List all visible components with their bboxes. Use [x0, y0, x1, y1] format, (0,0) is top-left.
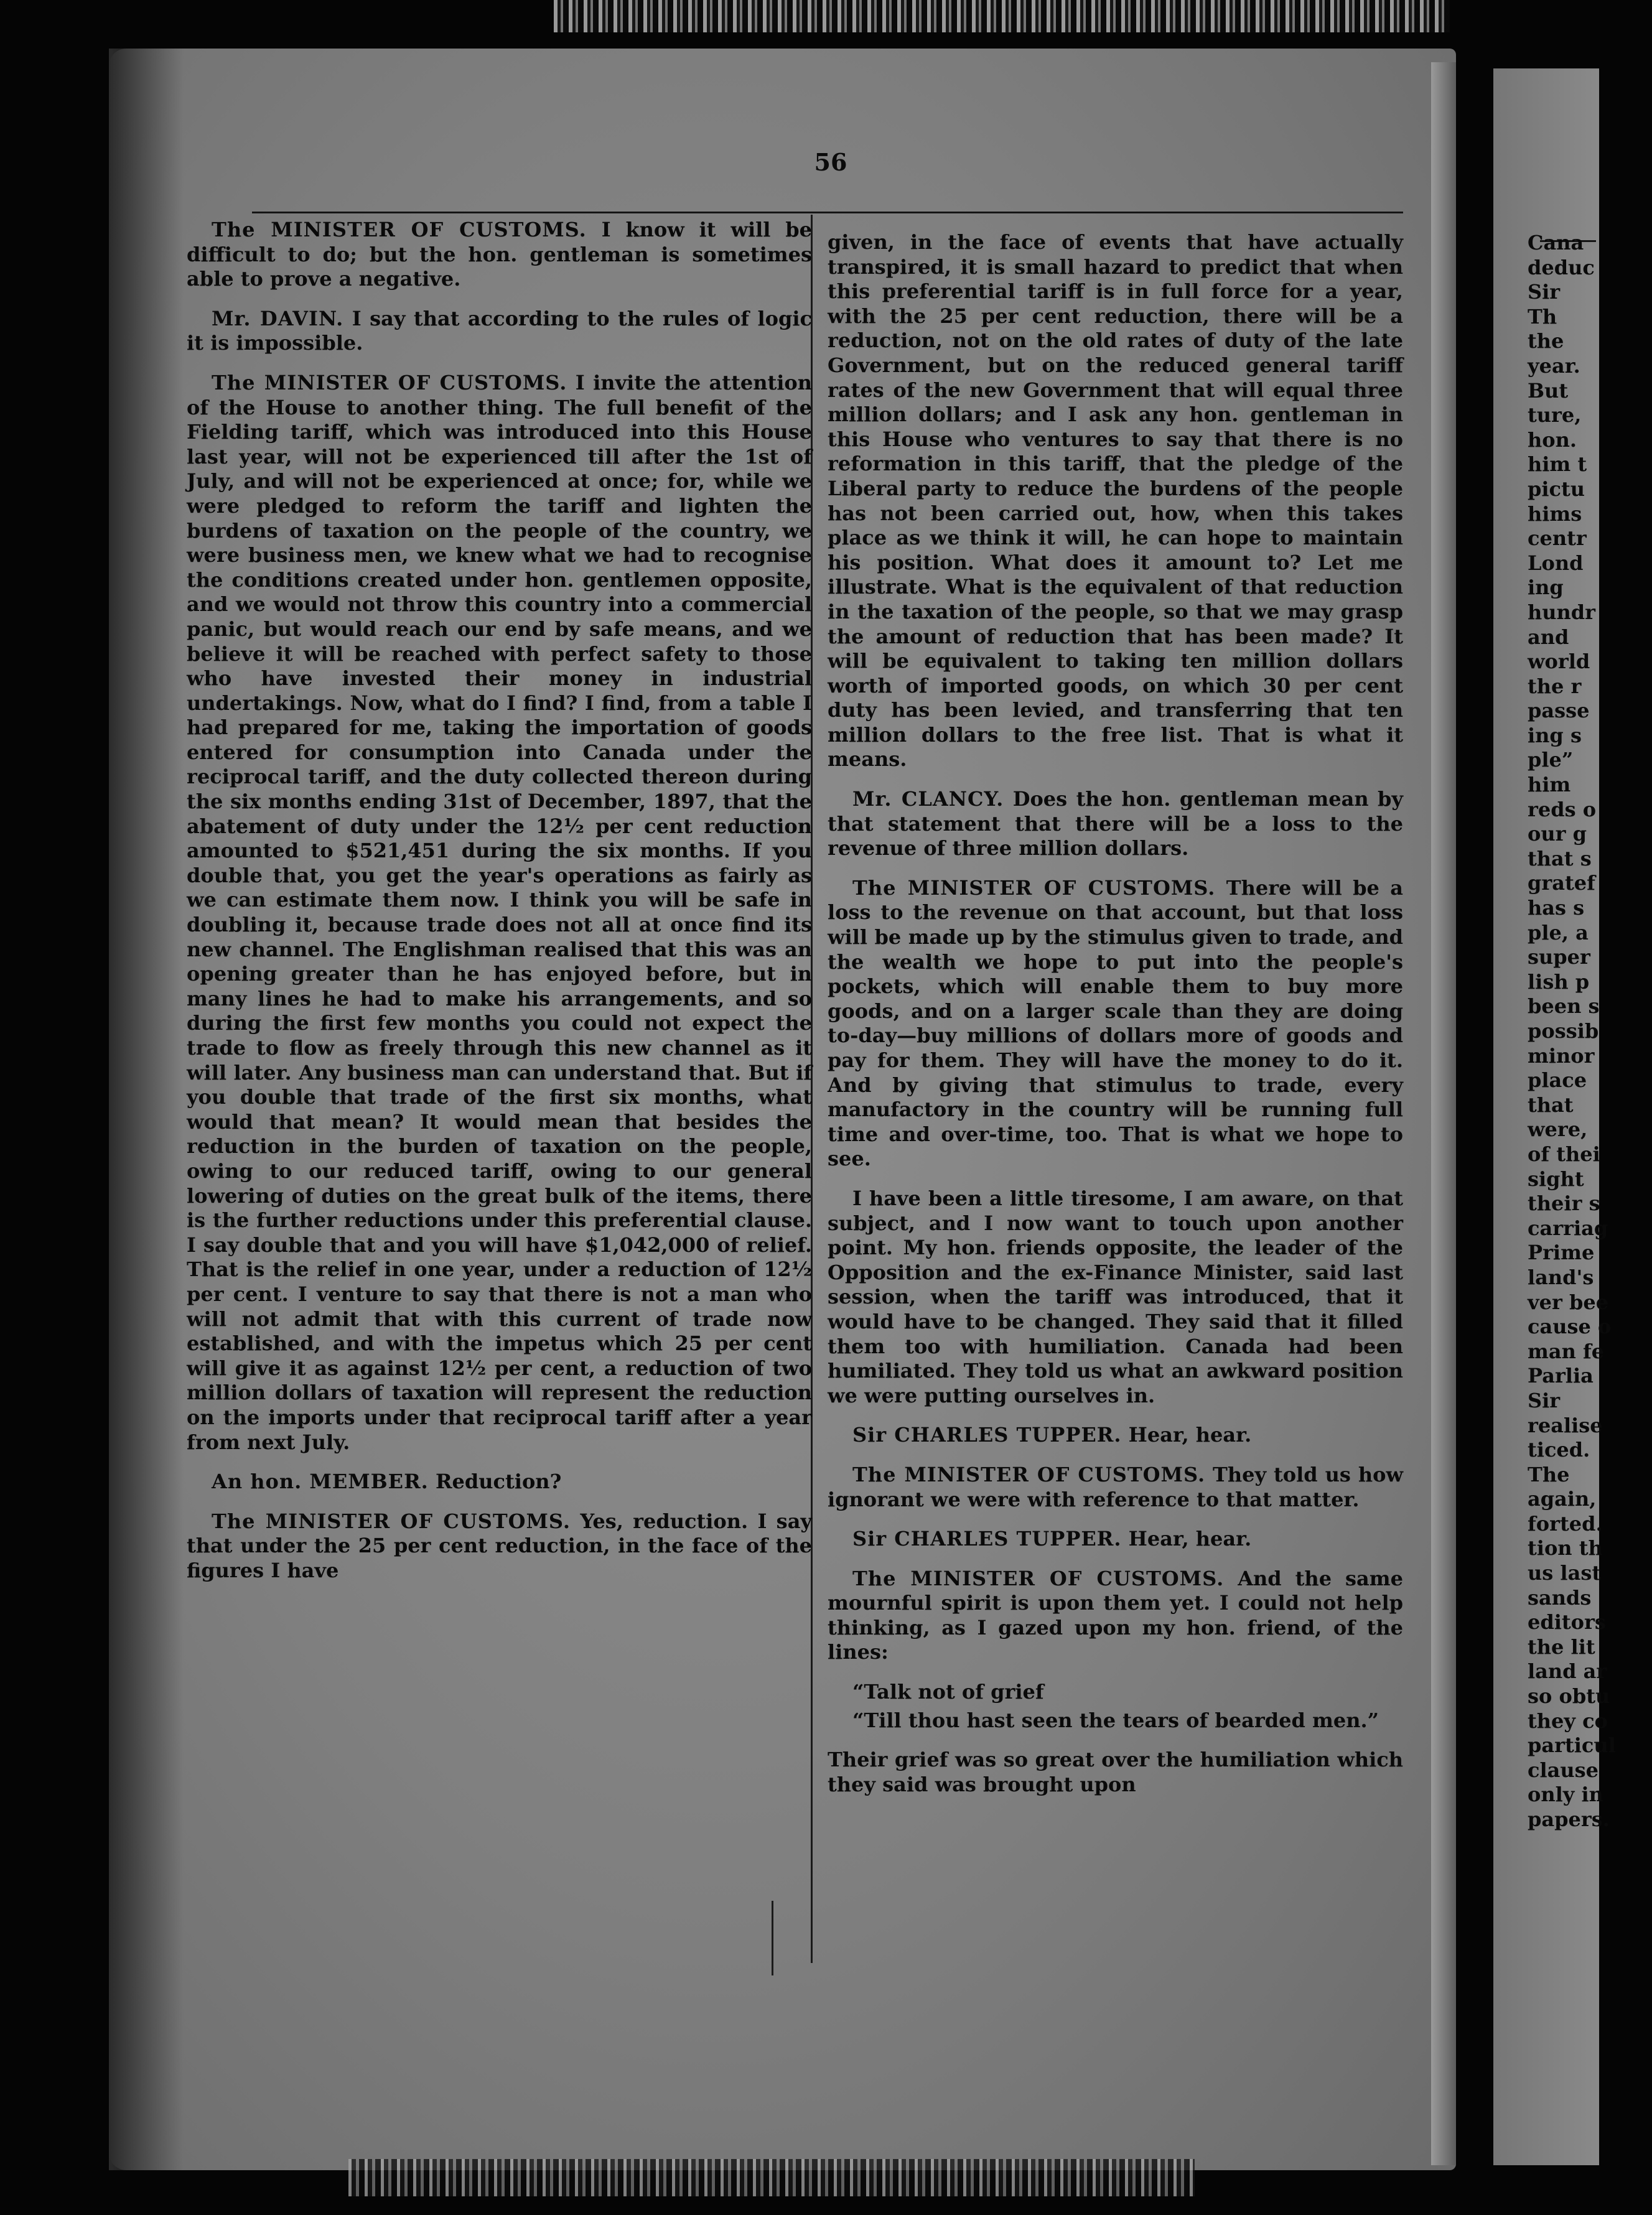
paragraph: [187, 218, 812, 292]
paragraph: [187, 1470, 812, 1495]
next-page-fragment: the: [1528, 329, 1564, 353]
next-page-fragment: passe: [1528, 699, 1590, 723]
quote-line: “Talk not of grief: [852, 1680, 1044, 1704]
next-page-fragment: realise: [1528, 1413, 1603, 1437]
next-page-fragment: cause o: [1528, 1315, 1612, 1339]
speech: Yes, reduction. I say that under the 25 per cent reduction, in the face of the figures I have: [187, 1509, 813, 1582]
next-page-fragment: the lit: [1528, 1634, 1595, 1659]
paragraph: [828, 1567, 1403, 1665]
next-page-fragment: of thei: [1528, 1142, 1600, 1166]
paragraph: [828, 1187, 1403, 1408]
bottom-ornament: [348, 2159, 1195, 2196]
speaker: The MINISTER OF CUSTOMS.: [212, 1509, 571, 1533]
next-page-fragment: Sir: [1528, 280, 1561, 304]
next-page-fragment: their s: [1528, 1191, 1600, 1216]
next-page-fragment: ing s: [1528, 723, 1582, 747]
next-page-fragment: tion th: [1528, 1536, 1603, 1560]
speaker: Mr. DAVIN.: [212, 306, 344, 330]
next-page-fragment: that s: [1528, 846, 1592, 870]
next-page-fragment: possib: [1528, 1019, 1599, 1043]
next-page-fragment: hon.: [1528, 427, 1577, 452]
paragraph: [828, 1423, 1403, 1448]
next-page-fragment: Lond: [1528, 551, 1584, 575]
next-page-fragment: Prime: [1528, 1241, 1595, 1265]
speech: Hear, hear.: [1128, 1527, 1252, 1551]
next-page-fragment: But: [1528, 378, 1569, 403]
next-page-fragment: ture,: [1528, 403, 1582, 427]
next-page-fragment: deduc: [1528, 255, 1595, 279]
next-page-fragment: minor: [1528, 1043, 1595, 1068]
speech: I have been a little tiresome, I am aware, on that subject, and I now want to touch upon another point. My hon. friends opposite, the leader of the Opposition and the ex-Finance Minister, said last session, when the tariff was introduced, that it would have to be changed. They said that it filled them too with humiliation. Canada had been humiliated. They told us what an awkward position we were putting ourselves in.: [828, 1186, 1403, 1407]
speech: Hear, hear.: [1128, 1423, 1252, 1447]
next-page-fragment: gratef: [1528, 871, 1595, 895]
next-page-fragment: him t: [1528, 452, 1587, 477]
speaker: The MINISTER OF CUSTOMS.: [212, 370, 567, 394]
next-page-fragment: us last: [1528, 1561, 1602, 1585]
speaker: The MINISTER OF CUSTOMS.: [852, 1462, 1206, 1486]
speech: They told us how ignorant we were with reference to that matter.: [828, 1462, 1404, 1511]
header-rule: [252, 212, 1403, 213]
next-page-fragment: ple”: [1528, 748, 1574, 772]
next-page-fragment: hims: [1528, 501, 1582, 526]
right-column: [828, 230, 1403, 1812]
next-page-fragment: so obtu: [1528, 1684, 1610, 1709]
next-page-fragment: him: [1528, 773, 1571, 797]
top-ornament: [554, 0, 1450, 32]
next-page-fragment: carriag: [1528, 1216, 1608, 1240]
paragraph: [828, 1527, 1403, 1552]
next-page-fragment: reds o: [1528, 797, 1597, 821]
speaker: An hon. MEMBER.: [212, 1470, 429, 1494]
next-page-fragment: has s: [1528, 896, 1585, 920]
next-page-fragment: the r: [1528, 674, 1582, 698]
next-page-fragment: Cana: [1528, 231, 1584, 254]
left-column: [187, 218, 812, 1598]
next-page-fragment: clause: [1528, 1758, 1599, 1782]
next-page-fragment: sight: [1528, 1167, 1584, 1191]
next-page-fragment: forted.: [1528, 1511, 1603, 1536]
quote-line: “Till thou hast seen the tears of bearded men.”: [852, 1708, 1379, 1732]
paragraph: [828, 876, 1403, 1172]
speaker: Sir CHARLES TUPPER.: [852, 1423, 1122, 1447]
next-page-fragment: place: [1528, 1068, 1587, 1093]
paragraph: [828, 1748, 1403, 1797]
speaker: The MINISTER OF CUSTOMS.: [852, 875, 1216, 900]
next-page-fragment: Th: [1528, 304, 1557, 329]
next-page-fragment: year.: [1528, 353, 1580, 378]
next-page-fragment: were,: [1528, 1117, 1588, 1142]
speaker: The MINISTER OF CUSTOMS.: [212, 218, 587, 241]
page-number: 56: [814, 148, 847, 176]
speech: Does the hon. gentleman mean by that statement that there will be a loss to the revenue of three million dollars.: [828, 787, 1404, 860]
next-page-fragment: land's: [1528, 1265, 1594, 1289]
next-page-fragment: ticed.: [1528, 1438, 1590, 1462]
next-page-fragment: again,: [1528, 1487, 1597, 1511]
next-page-fragment: editors: [1528, 1610, 1606, 1634]
column-divider-lower: [772, 1901, 773, 1975]
speech: given, in the face of events that have actually transpired, it is small hazard to predict that when this preferential tariff is in full force for a year, with the 25 per cent reduction, there will be a reduction, not on the old rates of duty of the late Government, but on the reduced general tariff rates of the new Government that will equal three million dollars; and I ask any hon. gentleman in this House who ventures to say that there is no reformation in this tariff, that the pledge of the Liberal party to reduce the burdens of the people has not been carried out, how, when this takes place as we think it will, he can hope to maintain his position. What does it amount to? Let me illustrate. What is the equivalent of that reduction in the taxation of the people, so that we may grasp the amount of reduction that has been made? It will be equivalent to taking ten million dollars worth of imported goods, on which 30 per cent duty has been levied, and transferring that ten million dollars to the free list. That is what it means.: [828, 230, 1403, 772]
next-page-fragment: pictu: [1528, 477, 1585, 501]
next-page-fragment: sands: [1528, 1585, 1592, 1610]
paragraph: [828, 787, 1403, 861]
next-page-fragment: they co: [1528, 1709, 1608, 1733]
paragraph: [187, 1509, 812, 1583]
next-page-fragment: man fe: [1528, 1339, 1605, 1363]
next-page-fragment: Parlia: [1528, 1364, 1594, 1388]
speaker: Sir CHARLES TUPPER.: [852, 1527, 1122, 1551]
next-page-fragment: Sir: [1528, 1388, 1561, 1412]
next-page-fragment: world: [1528, 650, 1590, 674]
speech: Reduction?: [435, 1470, 562, 1494]
speech: There will be a loss to the revenue on that account, but that loss will be made up by the stimulus given to trade, and the wealth we hope to put into the people's pockets, which will enable them to buy more goods, and on a larger scale than they are doing to-day—buy millions of dollars more of goods and pay for them. They will have the money to do it. And by giving that stimulus to trade, every manufactory in the country will be running full time and over-time, too. That is what we hope to see.: [828, 875, 1404, 1171]
next-page-column: [1528, 230, 1652, 1832]
next-page-fragment: and: [1528, 625, 1569, 649]
next-page-fragment: that: [1528, 1093, 1574, 1117]
next-page-fragment: land ar: [1528, 1659, 1607, 1684]
next-page-fragment: our g: [1528, 822, 1587, 846]
next-page-fragment: super: [1528, 945, 1590, 969]
next-page-fragment: lish p: [1528, 969, 1590, 994]
speaker: Mr. CLANCY.: [852, 787, 1004, 811]
speech: I invite the attention of the House to another thing. The full benefit of the Fielding tariff, which was introduced into this House last year, will not be experienced till after the 1st of July, and will not be experienced at once; for, while we were pledged to reform the tariff and lighten the burdens of taxation on the people of the country, we were business men, we knew what we had to recognise the conditions created under hon. gentlemen opposite, and we would not throw this country into a commercial panic, but would reach our end by safe means, and we believe it will be reached with perfect safety to those who have invested their money in industrial undertakings. Now, what do I find? I find, from a table I had prepared for me, taking the importation of goods entered for consumption into Canada under the reciprocal tariff, and the duty collected thereon during the six months ending 31st of December, 1897, that the abatement of duty under the 12½ per cent reduction amounted to $521,451 during the six months. If you double that, you get the year's operations as fairly as we can estimate them now. I think you will be safe in doubling it, because trade does not all at once find its new channel. The Englishman realised that this was an opening greater than he has enjoyed before, but in many lines he had to make his arrangements, and so during the first few months you could not expect the trade to flow as freely through this new channel as it will later. Any business man can understand that. But if you double that trade of the first six months, what would that mean? It would mean that besides the reduction in the burden of taxation on the people, owing to our reduced tariff, owing to our general lowering of duties on the great bulk of the items, there is the further reductions under this preferential clause. I say double that and you will have $1,042,000 of relief. That is the relief in one year, under a reduction of 12½ per cent. I venture to say that there is not a man who will not admit that with this current of trade now established, and with the impetus which 25 per cent will give it as against 12½ per cent, a reduction of two million dollars of taxation will represent the reduction on the imports under that reciprocal tariff after a year from next July.: [187, 370, 813, 1454]
next-page-fragment: The: [1528, 1462, 1570, 1486]
paragraph: [187, 371, 812, 1455]
page-edge: [1431, 62, 1456, 2165]
next-page-fragment: only in: [1528, 1783, 1603, 1807]
next-page-fragment: papers.: [1528, 1807, 1610, 1831]
speech: I know it will be difficult to do; but the hon. gentleman is sometimes able to prove a negative.: [187, 218, 813, 291]
paragraph: [828, 1463, 1403, 1512]
speaker: The MINISTER OF CUSTOMS.: [852, 1566, 1225, 1590]
next-page-fragment: hundr: [1528, 600, 1596, 624]
paragraph: [828, 230, 1403, 772]
speech: I say that according to the rules of logic it is impossible.: [187, 306, 813, 355]
next-page-fragment: ing: [1528, 576, 1564, 600]
next-page-fragment: been s: [1528, 994, 1600, 1019]
next-page-fragment: ver bee: [1528, 1290, 1609, 1314]
next-page-fragment: particul: [1528, 1733, 1616, 1758]
speech: Their grief was so great over the humiliation which they said was brought upon: [828, 1748, 1403, 1796]
next-page-fragment: centr: [1528, 526, 1587, 551]
next-page-fragment: ple, a: [1528, 920, 1589, 944]
speech: And the same mournful spirit is upon them yet. I could not help thinking, as I gazed upon my hon. friend, of the lines:: [828, 1566, 1403, 1664]
paragraph: [187, 307, 812, 356]
